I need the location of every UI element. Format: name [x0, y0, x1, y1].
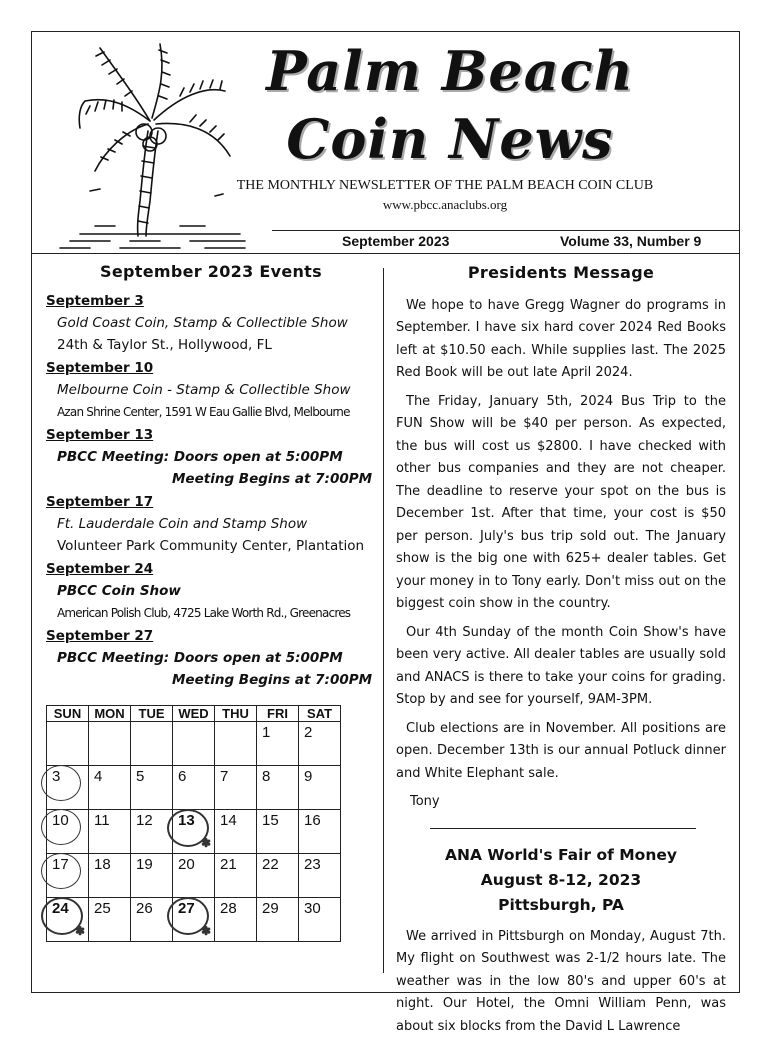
message-paragraph: We hope to have Gregg Wagner do programs in September. I have six hard cover 2024 Red Books left at $10.50 each. While supplies last. The 2025 Red Book will be out late April 2024.: [396, 297, 726, 380]
ana-heading: [396, 843, 726, 918]
masthead-website: www.pbcc.anaclubs.org: [382, 197, 508, 212]
calendar-week: [47, 722, 341, 766]
calendar-day-event: [47, 766, 89, 810]
calendar-week: [47, 810, 341, 854]
calendar-day: 25: [89, 898, 131, 942]
section-divider: [430, 828, 696, 829]
ana-paragraph: We arrived in Pittsburgh on Monday, August 7th. My flight on Southwest was 2-1/2 hours late. The weather was in the low 80's and upper 60's at night. Our Hotel, the Omni William Penn, was about six blocks from the David L Lawrence: [396, 928, 726, 1034]
calendar-day-coin-show: [47, 898, 89, 942]
masthead-title-line1: Palm Beach: [266, 39, 634, 103]
calendar-day: 15: [257, 810, 299, 854]
calendar-week: [47, 854, 341, 898]
palm-mini-icon: ✽: [200, 836, 211, 850]
calendar-day: 22: [257, 854, 299, 898]
calendar-day: [173, 722, 215, 766]
calendar-day: 9: [299, 766, 341, 810]
calendar-day: 26: [131, 898, 173, 942]
event-location: Volunteer Park Community Center, Plantation: [57, 538, 365, 554]
event-name: Melbourne Coin - Stamp & Collectible Show: [57, 382, 351, 398]
event-name: Gold Coast Coin, Stamp & Collectible Show: [57, 315, 348, 331]
calendar-day: 21: [215, 854, 257, 898]
ana-title: ANA World's Fair of Money: [445, 845, 677, 864]
calendar-day: [215, 722, 257, 766]
message-signature: Tony: [410, 794, 440, 809]
events-column: [46, 262, 376, 691]
calendar-day-header: SUN: [47, 706, 89, 722]
event-circle: [41, 765, 81, 801]
calendar-day-header: SAT: [299, 706, 341, 722]
calendar-day: 7: [215, 766, 257, 810]
event-date: September 3: [46, 293, 144, 309]
message-paragraph: Our 4th Sunday of the month Coin Show's have been very active. All dealer tables are usually sold and ANACS is there to take your coins for grading. Stop by and see for yourself, 9AM-3PM.: [396, 624, 726, 707]
calendar-day-meeting: [173, 898, 215, 942]
palm-mini-icon: ✽: [200, 924, 211, 938]
calendar-day: 23: [299, 854, 341, 898]
event-date: September 27: [46, 628, 154, 644]
calendar-day-event: [47, 854, 89, 898]
day-number: 24: [52, 900, 69, 917]
calendar-day: 30: [299, 898, 341, 942]
event-location: 24th & Taylor St., Hollywood, FL: [57, 337, 272, 353]
column-divider: [383, 268, 384, 973]
calendar-day: 2: [299, 722, 341, 766]
calendar-day-meeting: [173, 810, 215, 854]
calendar-week: [47, 898, 341, 942]
day-number: 13: [178, 812, 195, 829]
calendar-day: 19: [131, 854, 173, 898]
event-date: September 24: [46, 561, 154, 577]
calendar-day: 5: [131, 766, 173, 810]
calendar-day: [89, 722, 131, 766]
event-location: Azan Shrine Center, 1591 W Eau Gallie Blvd, Melbourne: [57, 405, 350, 419]
calendar-day: 12: [131, 810, 173, 854]
calendar-day: 1: [257, 722, 299, 766]
ana-location: Pittsburgh, PA: [498, 895, 624, 914]
calendar-day-header: TUE: [131, 706, 173, 722]
event-name: PBCC Meeting: Doors open at 5:00PM: [57, 650, 343, 666]
event-name: PBCC Meeting: Doors open at 5:00PM: [57, 449, 343, 465]
calendar-day: 28: [215, 898, 257, 942]
event-date: September 10: [46, 360, 154, 376]
event-circle: [41, 853, 81, 889]
calendar-day: 18: [89, 854, 131, 898]
message-paragraph: The Friday, January 5th, 2024 Bus Trip to the FUN Show will be $40 per person. As expected, the bus will cost us $2800. I have checked with other bus companies and they are not cheaper. The deadline to reserve your spot on the bus is December 1st. After that time, your cost is $50 per person. July's bus trip sold out. The January show is the big one with 625+ dealer tables. Get your money in to Tony early. Don't miss out on the biggest coin show in the country.: [396, 393, 726, 611]
calendar-day: 29: [257, 898, 299, 942]
day-number: 17: [52, 856, 69, 873]
calendar-day: 11: [89, 810, 131, 854]
event-location: American Polish Club, 4725 Lake Worth Rd., Greenacres: [57, 606, 351, 620]
event-time: Meeting Begins at 7:00PM: [172, 672, 373, 688]
calendar-day: 14: [215, 810, 257, 854]
calendar-day-header: WED: [173, 706, 215, 722]
day-number: 3: [52, 768, 61, 785]
calendar-day-header: MON: [89, 706, 131, 722]
calendar-day: 6: [173, 766, 215, 810]
event-name: PBCC Coin Show: [57, 583, 181, 599]
message-paragraph: Club elections are in November. All positions are open. December 13th is our annual Potluck dinner and White Elephant sale.: [396, 720, 726, 781]
presidents-message-heading: Presidents Message: [467, 263, 655, 282]
masthead-subtitle: THE MONTHLY NEWSLETTER OF THE PALM BEACH COIN CLUB: [236, 178, 654, 193]
issue-date: September 2023: [342, 233, 450, 249]
day-number: 10: [52, 812, 69, 829]
calendar-day: 16: [299, 810, 341, 854]
calendar-day: [131, 722, 173, 766]
calendar-day-header: FRI: [257, 706, 299, 722]
events-heading: September 2023 Events: [100, 262, 322, 281]
event-date: September 13: [46, 427, 154, 443]
calendar: [46, 705, 341, 942]
issue-volume: Volume 33, Number 9: [560, 233, 702, 249]
header-divider: [272, 230, 740, 231]
event-name: Ft. Lauderdale Coin and Stamp Show: [57, 516, 308, 532]
event-circle: [41, 809, 81, 845]
calendar-day: [47, 722, 89, 766]
calendar-day-event: [47, 810, 89, 854]
presidents-message-column: [396, 262, 726, 1044]
calendar-week: [47, 766, 341, 810]
calendar-day-header: THU: [215, 706, 257, 722]
calendar-day: 20: [173, 854, 215, 898]
event-time: Meeting Begins at 7:00PM: [172, 471, 373, 487]
ana-dates: August 8-12, 2023: [480, 870, 642, 889]
calendar-day: 4: [89, 766, 131, 810]
day-number: 27: [178, 900, 195, 917]
calendar-day: 8: [257, 766, 299, 810]
masthead-title-line2: Coin News: [286, 107, 614, 171]
header-bottom-divider: [31, 253, 740, 254]
event-date: September 17: [46, 494, 154, 510]
palm-mini-icon: ✽: [74, 924, 85, 938]
